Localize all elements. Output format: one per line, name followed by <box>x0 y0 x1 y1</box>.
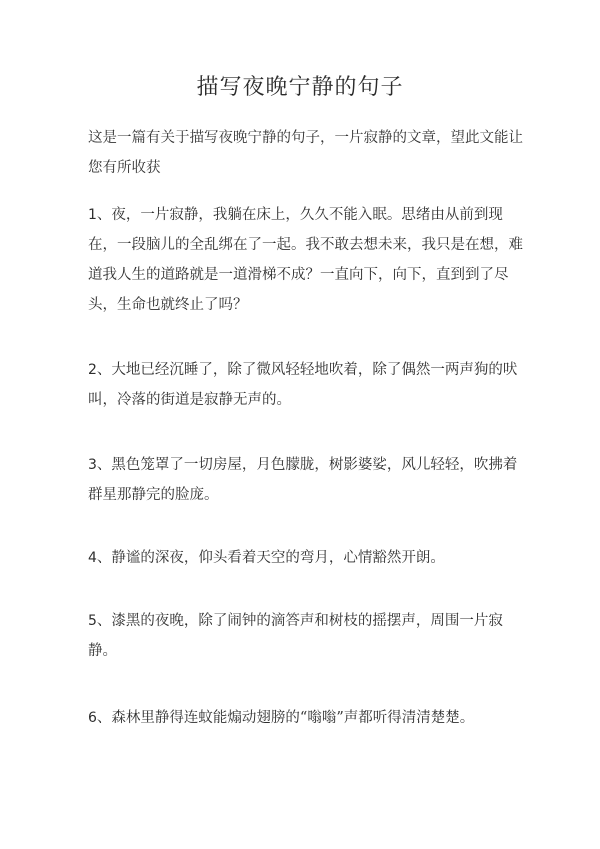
item-separator: 、 <box>96 613 112 629</box>
item-text: 漆黑的夜晚，除了闹钟的滴答声和树枝的摇摆声，周围一片寂静。 <box>88 613 503 659</box>
item-number: 1 <box>88 207 97 223</box>
item-separator: 、 <box>96 550 112 566</box>
item-separator: 、 <box>96 710 112 726</box>
item-number: 2 <box>88 362 97 378</box>
item-text: 森林里静得连蚊能煽动翅膀的“嗡嗡”声都听得清清楚楚。 <box>111 710 475 726</box>
item-separator: 、 <box>96 457 112 473</box>
item-number: 4 <box>88 550 97 566</box>
sentence-item <box>88 543 528 573</box>
item-number: 5 <box>88 613 97 629</box>
sentence-item <box>88 450 528 510</box>
sentence-item <box>88 606 528 666</box>
item-text: 大地已经沉睡了，除了微风轻轻地吹着，除了偶然一两声狗的吠叫，冷落的街道是寂静无声的。 <box>88 362 518 408</box>
item-text: 黑色笼罩了一切房屋，月色朦胧，树影婆娑，风儿轻轻，吹拂着群星那静完的脸庞。 <box>88 457 518 503</box>
sentence-item <box>88 703 528 733</box>
item-text: 夜，一片寂静，我躺在床上，久久不能入眠。思绪由从前到现在，一段脑儿的全乱绑在了一起。我不敢去想未来，我只是在想，难道我人生的道路就是一道滑梯不成？一直向下，向下，直到到了尽头，生命也就终止了吗？ <box>88 207 523 313</box>
item-text: 静谧的深夜，仰头看着天空的弯月，心情豁然开朗。 <box>111 550 445 566</box>
intro-paragraph: 这是一篇有关于描写夜晚宁静的句子，一片寂静的文章，望此文能让您有所收获 <box>88 130 523 176</box>
document-title: 描写夜晚宁静的句子 <box>196 75 404 100</box>
item-separator: 、 <box>96 207 112 223</box>
sentence-item <box>88 355 528 415</box>
sentence-item <box>88 200 528 320</box>
item-number: 6 <box>88 710 97 726</box>
item-number: 3 <box>88 457 97 473</box>
item-separator: 、 <box>96 362 112 378</box>
